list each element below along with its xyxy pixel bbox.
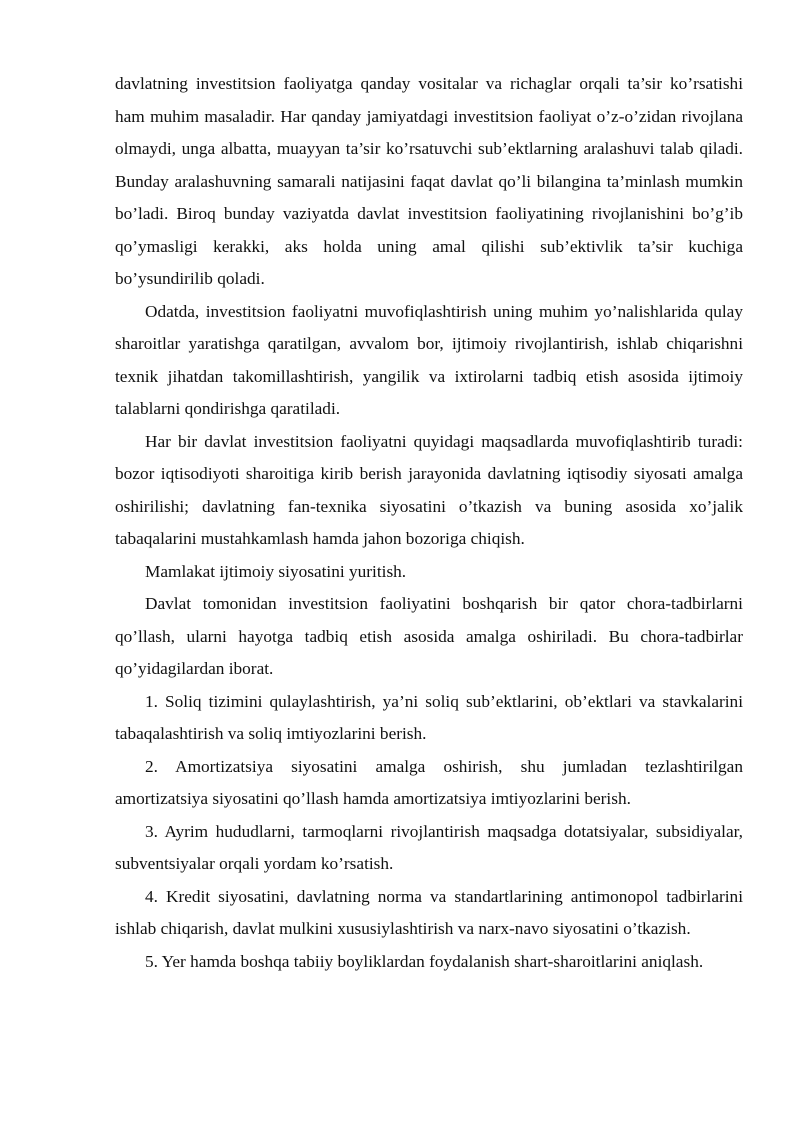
paragraph: Davlat tomonidan investitsion faoliyatini boshqarish bir qator chora-tadbirlarni qo’llash, ularni hayotga tadbiq etish asosida amalga oshiriladi. Bu chora-tadbirlar qo’yidagilardan iborat. (115, 594, 743, 678)
list-item-2: 2. Amortizatsiya siyosatini amalga oshirish, shu jumladan tezlashtirilgan amortizatsiya siyosatini qo’llash hamda amortizatsiya imtiyozlarini berish. (115, 756, 743, 808)
paragraph: Mamlakat ijtimoiy siyosatini yuritish. (145, 561, 407, 581)
document-page (115, 68, 743, 978)
list-item-5: 5. Yer hamda boshqa tabiiy boyliklardan foydalanish shart-sharoitlarini aniqlash. (145, 951, 704, 971)
list-item-1: 1. Soliq tizimini qulaylashtirish, ya’ni soliq sub’ektlarini, ob’ektlari va stavkalarini tabaqalashtirish va soliq imtiyozlarini berish. (115, 691, 743, 743)
paragraph: Odatda, investitsion faoliyatni muvofiqlashtirish uning muhim yo’nalishlarida qulay sharoitlar yaratishga qaratilgan, avvalom bor, ijtimoiy rivojlantirish, ishlab chiqarishni texnik jihatdan takomillashtirish, yangilik va ixtirolarni tadbiq etish asosida ijtimoiy talablarni qondirishga qaratiladi. (115, 301, 743, 418)
list-item-4: 4. Kredit siyosatini, davlatning norma va standartlarining antimonopol tadbirlarini ishlab chiqarish, davlat mulkini xususiylashtirish va narx-navo siyosatini o’tkazish. (115, 886, 743, 938)
paragraph-continuation: davlatning investitsion faoliyatga qanday vositalar va richaglar orqali ta’sir ko’rsatishi ham muhim masaladir. Har qanday jamiyatdagi investitsion faoliyat o’z-o’zidan rivojlana olmaydi, unga albatta, muayyan ta’sir ko’rsatuvchi sub’ektlarning aralashuvi talab qiladi. Bunday aralashuvning samarali natijasini faqat davlat qo’li bilangina ta’minlash mumkin bo’ladi. Biroq bunday vaziyatda davlat investitsion faoliyatining rivojlanishini bo’g’ib qo’ymasligi kerakki, aks holda uning amal qilishi sub’ektivlik ta’sir kuchiga bo’ysundirilib qoladi. (115, 74, 743, 288)
paragraph: Har bir davlat investitsion faoliyatni quyidagi maqsadlarda muvofiqlashtirib turadi: bozor iqtisodiyoti sharoitiga kirib berish jarayonida davlatning iqtisodiy siyosati amalga oshirilishi; davlatning fan-texnika siyosatini o’tkazish va buning asosida xo’jalik tabaqalarini mustahkamlash hamda jahon bozoriga chiqish. (115, 431, 743, 548)
list-item-3: 3. Ayrim hududlarni, tarmoqlarni rivojlantirish maqsadga dotatsiyalar, subsidiyalar, subventsiyalar orqali yordam ko’rsatish. (115, 821, 743, 873)
